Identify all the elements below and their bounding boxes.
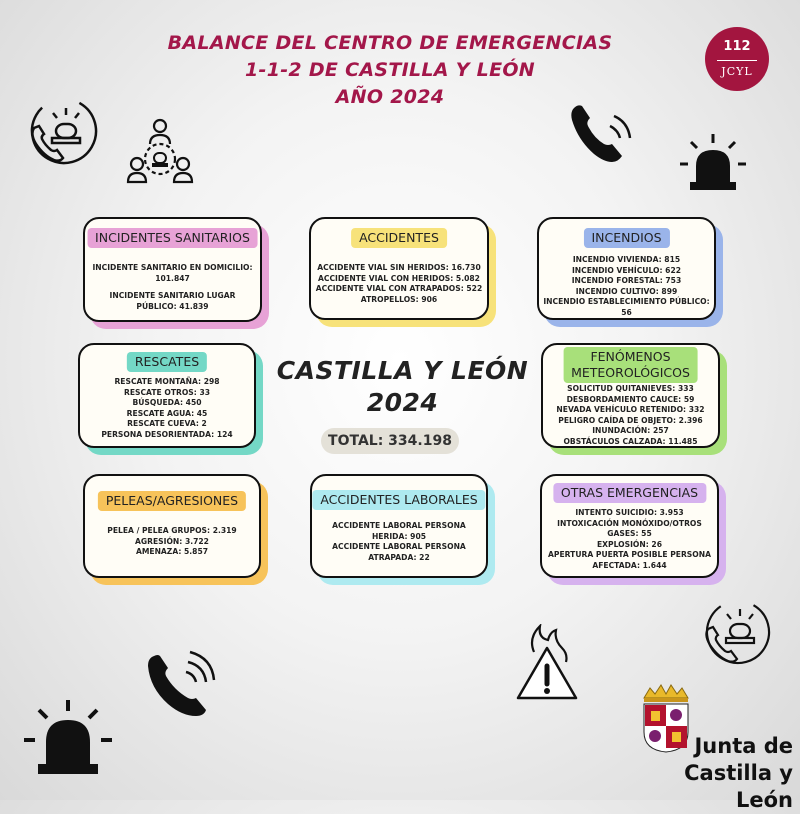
card-line: ACCIDENTE VIAL CON HERIDOS: 5.082 xyxy=(318,273,480,283)
card-line: ACCIDENTE VIAL SIN HERIDOS: 16.730 xyxy=(317,263,481,272)
card-tag: INCENDIOS xyxy=(583,228,669,248)
card-line: PERSONA DESORIENTADA: 124 xyxy=(101,429,233,439)
card-body xyxy=(537,255,716,319)
card-tag xyxy=(563,347,698,383)
card-line: INCENDIO ESTABLECIMIENTO PÚBLICO: 56 xyxy=(543,297,710,317)
card-line: ACCIDENTE VIAL CON ATRAPADOS: 522 xyxy=(315,284,483,294)
center-year: 2024 xyxy=(366,388,439,417)
siren-icon-bottom xyxy=(22,698,114,778)
card-line: INCENDIO VIVIENDA: 815 xyxy=(572,255,681,264)
card-accidentes-laborales xyxy=(310,474,488,578)
badge-divider xyxy=(717,60,757,61)
card-body xyxy=(541,384,720,448)
phone-alarm-icon xyxy=(26,96,100,166)
card-line: PÚBLICO: 41.839 xyxy=(136,301,209,311)
card-line: INTENTO SUICIDIO: 3.953 xyxy=(575,508,684,517)
card-line: RESCATE CUEVA: 2 xyxy=(127,419,207,429)
card-tag: PELEAS/AGRESIONES xyxy=(98,491,246,511)
card-line: INCENDIO FORESTAL: 753 xyxy=(571,276,682,286)
badge-number: 112 xyxy=(723,39,751,54)
card-tag: RESCATES xyxy=(127,352,207,372)
card-body xyxy=(78,377,256,441)
title-line-3: AÑO 2024 xyxy=(335,86,445,108)
card-line: 101.847 xyxy=(155,273,190,283)
card-line: AMENAZA: 5.857 xyxy=(135,547,209,557)
card-line: RESCATE AGUA: 45 xyxy=(126,408,208,418)
card-fenomenos-meteorologicos xyxy=(541,343,720,448)
card-accidentes xyxy=(309,217,489,320)
card-line: ATRAPADA: 22 xyxy=(368,552,430,562)
center-heading xyxy=(270,355,535,419)
card-tag-line-1: FENÓMENOS xyxy=(590,349,671,364)
title-line-1: BALANCE DEL CENTRO DE EMERGENCIAS xyxy=(167,32,613,54)
logo-line-1: Junta de xyxy=(694,734,793,758)
phone-handset-icon xyxy=(568,96,636,164)
junta-logo-text xyxy=(628,733,793,814)
card-line: INCIDENTE SANITARIO EN DOMICILIO: xyxy=(92,263,253,272)
card-line: APERTURA PUERTA POSIBLE PERSONA xyxy=(548,550,711,560)
card-line: RESCATE OTROS: 33 xyxy=(123,387,211,397)
center-region: CASTILLA Y LEÓN xyxy=(276,356,529,385)
phone-alarm-icon-bottom xyxy=(700,598,772,666)
title-line-2: 1-1-2 DE CASTILLA Y LEÓN xyxy=(244,59,536,81)
page-title xyxy=(0,30,780,111)
card-body xyxy=(309,263,489,305)
card-line: BÚSQUEDA: 450 xyxy=(132,398,202,408)
card-line: PELIGRO CAÍDA DE OBJETO: 2.396 xyxy=(558,415,703,425)
card-tag-line-2: METEOROLÓGICOS xyxy=(571,365,690,380)
card-line: RESCATE MONTAÑA: 298 xyxy=(114,377,220,386)
card-body xyxy=(83,526,261,558)
card-line: AFECTADA: 1.644 xyxy=(592,560,667,570)
card-line: INUNDACIÓN: 257 xyxy=(592,426,669,436)
phone-handset-icon-bottom xyxy=(146,650,216,720)
card-line: INCIDENTE SANITARIO LUGAR xyxy=(109,291,236,301)
card-body xyxy=(310,521,488,563)
card-line: EXPLOSIÓN: 26 xyxy=(597,539,662,549)
card-line: AGRESIÓN: 3.722 xyxy=(135,536,209,546)
card-incendios xyxy=(537,217,716,320)
card-rescates xyxy=(78,343,256,448)
card-tag: INCIDENTES SANITARIOS xyxy=(87,228,258,248)
card-line: HERIDA: 905 xyxy=(371,531,427,541)
card-incidentes-sanitarios xyxy=(83,217,262,322)
card-line: SOLICITUD QUITANIEVES: 333 xyxy=(567,384,694,393)
card-line: ACCIDENTE LABORAL PERSONA xyxy=(332,542,466,552)
card-line: ACCIDENTE LABORAL PERSONA xyxy=(332,521,466,530)
team-alarm-icon xyxy=(126,118,194,186)
card-tag: OTRAS EMERGENCIAS xyxy=(553,483,706,503)
card-tag: ACCIDENTES LABORALES xyxy=(312,490,485,510)
card-line: INCENDIO VEHÍCULO: 622 xyxy=(571,265,682,275)
card-body xyxy=(540,508,719,572)
fire-warning-icon xyxy=(514,624,580,702)
card-peleas-agresiones xyxy=(83,474,261,578)
card-line: PELEA / PELEA GRUPOS: 2.319 xyxy=(107,526,237,535)
card-line: INCENDIO CULTIVO: 899 xyxy=(575,286,678,296)
card-line: ATROPELLOS: 906 xyxy=(360,294,438,304)
badge-org: JCYL xyxy=(721,65,753,78)
jcyl-112-badge xyxy=(705,27,769,91)
card-line: NEVADA VEHÍCULO RETENIDO: 332 xyxy=(556,405,705,415)
card-line: INTOXICACIÓN MONÓXIDO/OTROS xyxy=(557,518,702,528)
logo-line-2: Castilla y León xyxy=(684,761,793,812)
card-line: GASES: 55 xyxy=(607,529,652,539)
card-otras-emergencias xyxy=(540,474,719,578)
siren-icon xyxy=(678,132,748,194)
card-line: OBSTÁCULOS CALZADA: 11.485 xyxy=(563,436,698,446)
card-tag: ACCIDENTES xyxy=(351,228,447,248)
card-body xyxy=(83,263,262,312)
total-badge: TOTAL: 334.198 xyxy=(321,428,459,454)
card-line: DESBORDAMIENTO CAUCE: 59 xyxy=(566,394,695,404)
